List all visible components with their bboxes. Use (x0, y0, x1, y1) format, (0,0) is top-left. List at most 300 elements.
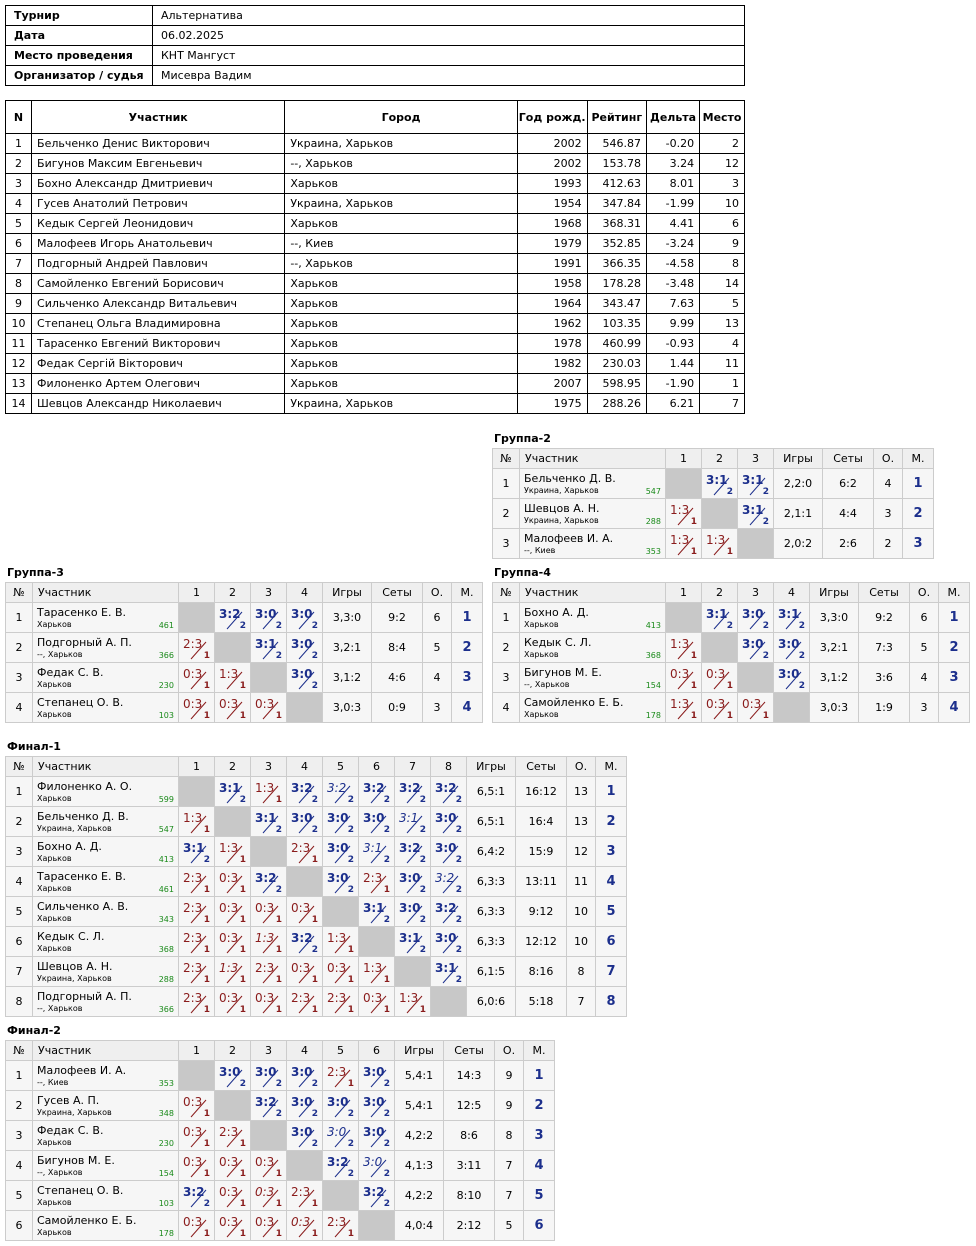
table-cell: Подгорный Андрей Павлович (32, 254, 285, 274)
participant-name: Бигунов М. Е. (524, 666, 602, 679)
table-cell: Тарасенко Евгений Викторович (32, 334, 285, 354)
score-text: 2:3 (219, 1125, 239, 1139)
match-score (359, 1091, 394, 1120)
match-points: 2 (275, 885, 282, 895)
score-text: 0:3 (255, 1155, 275, 1169)
place-cell: 1 (596, 777, 627, 807)
table-cell: Бохно Александр Дмитриевич (32, 174, 285, 194)
match-points: 2 (311, 1139, 318, 1149)
match-score-cell (738, 603, 774, 633)
points-cell: 7 (495, 1151, 524, 1181)
table-row (6, 374, 745, 394)
match-points: 2 (419, 795, 426, 805)
sets-cell: 8:4 (372, 633, 423, 663)
participant-city: --, Харьков (37, 1168, 83, 1177)
table-row (493, 633, 970, 663)
match-score (774, 633, 809, 662)
place-cell: 4 (596, 867, 627, 897)
col-header: 3 (738, 449, 774, 469)
match-score-cell (287, 837, 323, 867)
sets-cell: 2:6 (823, 529, 874, 559)
table-cell: 6 (6, 234, 32, 254)
match-score-cell (359, 807, 395, 837)
table-cell: 1 (700, 374, 745, 394)
participant-rating: 154 (645, 681, 661, 690)
group-header-row (493, 583, 970, 603)
place-cell: 4 (939, 693, 970, 723)
games-cell: 6,3:3 (467, 867, 516, 897)
sets-cell: 1:9 (859, 693, 910, 723)
col-header: 1 (179, 1041, 215, 1061)
table-cell: 288.26 (587, 394, 646, 414)
row-number: 4 (6, 867, 33, 897)
table-cell: 10 (6, 314, 32, 334)
score-text: 3:1 (435, 961, 457, 975)
score-text: 3:2 (183, 1185, 205, 1199)
match-score (702, 529, 737, 558)
table-row (6, 693, 483, 723)
col-header: 7 (395, 757, 431, 777)
participant-name: Филоненко А. О. (37, 780, 133, 793)
match-points: 1 (239, 1199, 246, 1209)
table-cell: Кедык Сергей Леонидович (32, 214, 285, 234)
match-score-cell (179, 1121, 215, 1151)
match-points: 2 (203, 1199, 210, 1209)
match-points: 1 (239, 1229, 246, 1239)
participant-cell (33, 633, 179, 663)
match-score (359, 837, 394, 866)
table-cell: 1962 (517, 314, 587, 334)
match-score-cell (323, 1091, 359, 1121)
table-cell: -1.90 (646, 374, 699, 394)
table-cell: 1975 (517, 394, 587, 414)
match-score-cell (359, 777, 395, 807)
participant-name: Степанец О. В. (37, 696, 124, 709)
participant-cell (33, 927, 179, 957)
match-score-cell (774, 603, 810, 633)
table-cell: Малофеев Игорь Анатольевич (32, 234, 285, 254)
participant-city: --, Харьков (37, 650, 83, 659)
col-header: 3 (251, 583, 287, 603)
match-score-cell (179, 1181, 215, 1211)
match-score (359, 777, 394, 806)
table-cell: 6.21 (646, 394, 699, 414)
match-score (431, 927, 466, 956)
table-cell: 5 (6, 214, 32, 234)
score-text: 2:3 (291, 841, 311, 855)
match-points: 1 (275, 795, 282, 805)
table-row (6, 254, 745, 274)
participant-city: Харьков (37, 1228, 72, 1237)
participant-city: Харьков (37, 1198, 72, 1207)
match-score-cell (359, 1151, 395, 1181)
score-text: 3:0 (399, 871, 421, 885)
match-points: 2 (311, 681, 318, 691)
participant-name: Сильченко А. В. (37, 900, 129, 913)
score-text: 3:2 (363, 1185, 385, 1199)
participant-name: Кедык С. Л. (37, 930, 105, 943)
match-score-cell (215, 1181, 251, 1211)
score-text: 3:0 (363, 1125, 385, 1139)
place-cell: 6 (596, 927, 627, 957)
match-points: 2 (383, 915, 390, 925)
table-cell: 1958 (517, 274, 587, 294)
match-score (666, 693, 701, 722)
row-number: 4 (6, 1151, 33, 1181)
match-points: 2 (455, 855, 462, 865)
col-header: Игры (810, 583, 859, 603)
match-score-cell (395, 837, 431, 867)
score-text: 1:3 (670, 503, 690, 517)
match-score (666, 663, 701, 692)
match-score-cell (323, 987, 359, 1017)
score-text: 3:0 (778, 667, 800, 681)
match-score (287, 927, 322, 956)
match-score-cell (702, 603, 738, 633)
table-cell: 4 (700, 334, 745, 354)
match-score-cell (287, 777, 323, 807)
games-cell: 6,5:1 (467, 807, 516, 837)
participant-name: Самойленко Е. Б. (524, 696, 624, 709)
diagonal-cell (323, 1181, 359, 1211)
games-cell: 6,3:3 (467, 897, 516, 927)
score-text: 3:1 (706, 473, 728, 487)
match-score-cell (431, 807, 467, 837)
points-cell: 6 (910, 603, 939, 633)
match-score-cell (395, 897, 431, 927)
match-score-cell (179, 807, 215, 837)
match-score (431, 807, 466, 836)
diagonal-cell (215, 1091, 251, 1121)
games-cell: 3,2:1 (810, 633, 859, 663)
col-header: Место (700, 101, 745, 134)
match-score-cell (359, 1121, 395, 1151)
table-row (6, 194, 745, 214)
participant-rating: 154 (158, 1169, 174, 1178)
participant-cell (33, 987, 179, 1017)
match-score (179, 987, 214, 1016)
match-score (323, 1091, 358, 1120)
score-text: 0:3 (291, 1215, 311, 1229)
participant-city: Украина, Харьков (524, 516, 599, 525)
table-cell: Харьков (285, 354, 517, 374)
participant-city: --, Харьков (37, 1004, 83, 1013)
col-header: 6 (359, 1041, 395, 1061)
match-score (323, 987, 358, 1016)
col-header: Рейтинг (587, 101, 646, 134)
match-score-cell (431, 867, 467, 897)
games-cell: 5,4:1 (395, 1061, 444, 1091)
col-header: 5 (323, 757, 359, 777)
match-score (359, 1061, 394, 1090)
score-text: 3:0 (291, 1095, 313, 1109)
games-cell: 3,1:2 (810, 663, 859, 693)
participant-cell (520, 499, 666, 529)
table-cell: 7.63 (646, 294, 699, 314)
participant-city: Харьков (37, 1138, 72, 1147)
games-cell: 3,1:2 (323, 663, 372, 693)
score-text: 3:1 (706, 607, 728, 621)
games-cell: 2,1:1 (774, 499, 823, 529)
table-cell: Украина, Харьков (285, 134, 517, 154)
table-cell: 1982 (517, 354, 587, 374)
match-score (431, 777, 466, 806)
score-text: 3:2 (435, 871, 455, 885)
score-text: 0:3 (255, 1185, 275, 1199)
match-score-cell (431, 777, 467, 807)
points-cell: 13 (567, 807, 596, 837)
row-number: 6 (6, 927, 33, 957)
match-score (251, 807, 286, 836)
table-row (6, 1091, 555, 1121)
score-text: 1:3 (183, 811, 203, 825)
group-header-row (493, 449, 934, 469)
diagonal-cell (774, 693, 810, 723)
diagonal-cell (666, 469, 702, 499)
place-cell: 3 (903, 529, 934, 559)
games-cell: 5,4:1 (395, 1091, 444, 1121)
match-score (323, 867, 358, 896)
match-score-cell (287, 1211, 323, 1241)
table-cell: Федак Сергій Вікторович (32, 354, 285, 374)
col-header: Игры (467, 757, 516, 777)
participant-cell (33, 1211, 179, 1241)
participant-name: Бигунов М. Е. (37, 1154, 115, 1167)
points-cell: 9 (495, 1061, 524, 1091)
match-score (179, 1151, 214, 1180)
games-cell: 3,3:0 (810, 603, 859, 633)
score-text: 2:3 (183, 637, 203, 651)
score-text: 3:0 (327, 811, 349, 825)
table-cell: 1979 (517, 234, 587, 254)
table-cell: Бельченко Денис Викторович (32, 134, 285, 154)
participant-city: --, Киев (524, 546, 556, 555)
table-row (6, 274, 745, 294)
col-header: Год рожд. (517, 101, 587, 134)
info-row (6, 26, 745, 46)
match-score (251, 957, 286, 986)
match-score (323, 927, 358, 956)
table-cell: 10 (700, 194, 745, 214)
table-row (6, 807, 627, 837)
match-score-cell (395, 987, 431, 1017)
participant-cell (33, 1061, 179, 1091)
participant-rating: 461 (158, 885, 174, 894)
match-score (323, 777, 358, 806)
match-score (179, 1121, 214, 1150)
score-text: 3:0 (255, 1065, 277, 1079)
group-header-row (6, 1041, 555, 1061)
table-cell: 153.78 (587, 154, 646, 174)
participant-name: Степанец О. В. (37, 1184, 124, 1197)
row-number: 3 (493, 663, 520, 693)
score-text: 0:3 (219, 1185, 239, 1199)
score-text: 1:3 (363, 961, 383, 975)
participant-city: Харьков (37, 884, 72, 893)
match-score-cell (666, 499, 702, 529)
participant-rating: 461 (158, 621, 174, 630)
match-points: 2 (311, 1079, 318, 1089)
match-score-cell (738, 469, 774, 499)
sets-cell: 9:2 (859, 603, 910, 633)
score-text: 3:0 (363, 1095, 385, 1109)
match-score (251, 1151, 286, 1180)
sets-cell: 0:9 (372, 693, 423, 723)
sets-cell: 4:6 (372, 663, 423, 693)
match-score (215, 987, 250, 1016)
info-value: Мисевра Вадим (153, 66, 745, 86)
col-header: Игры (395, 1041, 444, 1061)
table-cell: Харьков (285, 294, 517, 314)
match-points: 2 (455, 915, 462, 925)
match-points: 1 (239, 945, 246, 955)
score-text: 3:0 (327, 1095, 349, 1109)
participant-cell (33, 867, 179, 897)
table-cell: 1968 (517, 214, 587, 234)
match-score-cell (215, 777, 251, 807)
score-text: 0:3 (183, 667, 203, 681)
match-score-cell (323, 1151, 359, 1181)
table-row (6, 394, 745, 414)
col-header: 2 (702, 583, 738, 603)
points-cell: 6 (423, 603, 452, 633)
match-points: 2 (239, 621, 246, 631)
table-row (6, 234, 745, 254)
diagonal-cell (359, 927, 395, 957)
table-cell: 13 (6, 374, 32, 394)
match-points: 2 (383, 1079, 390, 1089)
match-score (251, 1211, 286, 1240)
table-row (6, 867, 627, 897)
info-value: Альтернатива (153, 6, 745, 26)
score-text: 3:0 (363, 811, 385, 825)
table-row (6, 1121, 555, 1151)
participant-city: --, Харьков (524, 680, 570, 689)
match-score-cell (395, 867, 431, 897)
match-points: 2 (275, 651, 282, 661)
match-score (215, 957, 250, 986)
match-score-cell (179, 1211, 215, 1241)
match-score (359, 867, 394, 896)
match-score (179, 1211, 214, 1240)
match-points: 2 (798, 621, 805, 631)
col-header: 3 (738, 583, 774, 603)
sets-cell: 13:11 (516, 867, 567, 897)
participant-name: Бохно А. Д. (524, 606, 589, 619)
match-score (395, 777, 430, 806)
match-score (179, 1181, 214, 1210)
sets-cell: 6:2 (823, 469, 874, 499)
games-cell: 4,0:4 (395, 1211, 444, 1241)
match-points: 1 (311, 855, 318, 865)
match-score (179, 807, 214, 836)
match-score-cell (287, 1091, 323, 1121)
participant-cell (520, 663, 666, 693)
match-points: 2 (347, 825, 354, 835)
match-points: 2 (383, 855, 390, 865)
match-score (738, 693, 773, 722)
col-header: Участник (520, 449, 666, 469)
match-points: 1 (203, 945, 210, 955)
table-cell: -3.48 (646, 274, 699, 294)
match-score (251, 633, 286, 662)
match-score-cell (359, 897, 395, 927)
table-cell: Степанец Ольга Владимировна (32, 314, 285, 334)
games-cell: 6,3:3 (467, 927, 516, 957)
match-points: 2 (419, 915, 426, 925)
match-points: 1 (347, 1079, 354, 1089)
score-text: 0:3 (219, 991, 239, 1005)
col-header: 1 (666, 583, 702, 603)
match-score-cell (323, 867, 359, 897)
match-points: 2 (275, 621, 282, 631)
table-cell: 3 (6, 174, 32, 194)
match-score-cell (431, 897, 467, 927)
participant-cell (33, 1151, 179, 1181)
diagonal-cell (251, 837, 287, 867)
match-score (395, 807, 430, 836)
table-cell: Бигунов Максим Евгеньевич (32, 154, 285, 174)
sets-cell: 12:12 (516, 927, 567, 957)
sets-cell: 14:3 (444, 1061, 495, 1091)
participant-rating: 178 (645, 711, 661, 720)
participant-rating: 230 (158, 1139, 174, 1148)
match-score (215, 897, 250, 926)
match-score (666, 499, 701, 528)
match-score-cell (395, 807, 431, 837)
match-points: 1 (203, 1109, 210, 1119)
match-score-cell (251, 897, 287, 927)
diagonal-cell (215, 807, 251, 837)
place-cell: 1 (903, 469, 934, 499)
score-text: 3:0 (435, 841, 457, 855)
table-cell: 11 (700, 354, 745, 374)
col-header: О. (567, 757, 596, 777)
match-score-cell (395, 927, 431, 957)
match-score-cell (179, 1091, 215, 1121)
place-cell: 3 (939, 663, 970, 693)
info-value: КНТ Мангуст (153, 46, 745, 66)
group-title: Финал-1 (7, 740, 61, 753)
group-title: Группа-4 (494, 566, 551, 579)
row-number: 8 (6, 987, 33, 1017)
score-text: 1:3 (219, 961, 239, 975)
score-text: 1:3 (219, 667, 239, 681)
score-text: 3:2 (255, 871, 277, 885)
row-number: 4 (6, 693, 33, 723)
match-points: 1 (239, 1139, 246, 1149)
match-score-cell (287, 927, 323, 957)
score-text: 3:0 (255, 607, 277, 621)
match-points: 1 (690, 681, 697, 691)
match-score (287, 837, 322, 866)
match-score (359, 897, 394, 926)
match-score-cell (287, 807, 323, 837)
table-cell: -0.93 (646, 334, 699, 354)
sets-cell: 9:2 (372, 603, 423, 633)
match-score-cell (287, 663, 323, 693)
col-header: № (493, 449, 520, 469)
col-header: М. (903, 449, 934, 469)
match-score (738, 603, 773, 632)
table-row (6, 314, 745, 334)
participant-rating: 103 (158, 711, 174, 720)
match-score-cell (287, 897, 323, 927)
table-cell: 343.47 (587, 294, 646, 314)
match-score-cell (287, 633, 323, 663)
match-score (179, 957, 214, 986)
col-header: О. (423, 583, 452, 603)
